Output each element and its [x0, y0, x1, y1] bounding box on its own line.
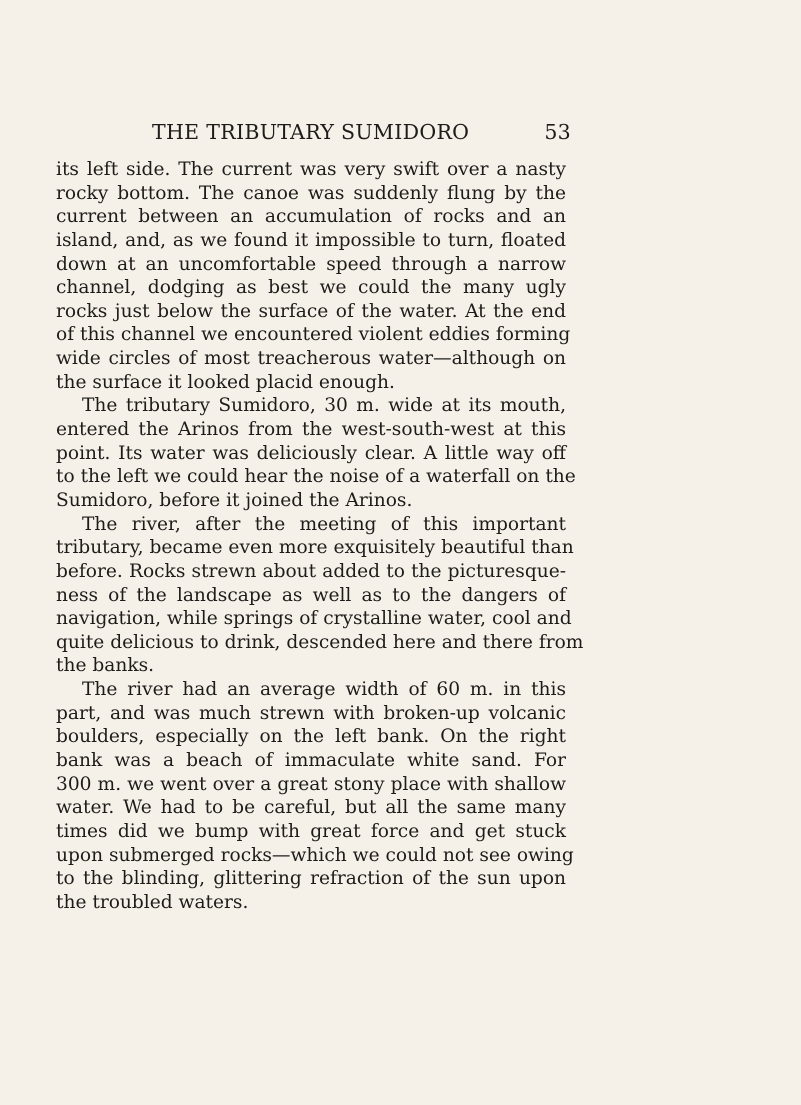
text-line: of this channel we encountered violent eddies forming: [56, 324, 571, 346]
paragraph-end-line: the banks.: [56, 655, 155, 677]
text-line: water. We had to be careful, but all the same many: [56, 797, 566, 819]
body-text: [56, 158, 584, 915]
text-line: times did we bump with great force and get stuck: [56, 820, 566, 842]
text-line: boulders, especially on the left bank. On the right: [56, 726, 566, 748]
text-line: bank was a beach of immaculate white sand. For: [56, 750, 566, 772]
text-line: part, and was much strewn with broken-up volcanic: [56, 702, 566, 724]
text-line: down at an uncomfortable speed through a narrow: [56, 253, 566, 275]
paragraph-start-line: The river had an average width of 60 m. in this: [82, 679, 566, 701]
running-head: [152, 119, 571, 145]
text-line: navigation, while springs of crystalline water, cool and: [56, 608, 572, 630]
text-line: entered the Arinos from the west-south-west at this: [56, 419, 566, 441]
text-line: its left side. The current was very swift over a nasty: [56, 159, 566, 180]
text-line: 300 m. we went over a great stony place with shallow: [56, 773, 566, 795]
running-head-title: THE TRIBUTARY SUMIDORO: [152, 120, 470, 144]
text-line: current between an accumulation of rocks and an: [56, 206, 566, 228]
text-line: quite delicious to drink, descended here and there from: [56, 631, 584, 653]
text-line: ness of the landscape as well as to the dangers of: [56, 584, 566, 606]
paragraph-start-line: The river, after the meeting of this important: [82, 513, 566, 535]
text-line: upon submerged rocks—which we could not see owing: [56, 844, 574, 866]
paragraph-start-line: The tributary Sumidoro, 30 m. wide at its mouth,: [82, 395, 566, 417]
text-line: island, and, as we found it impossible to turn, floated: [56, 229, 566, 251]
text-line: wide circles of most treacherous water—although on: [56, 348, 566, 370]
text-line: channel, dodging as best we could the many ugly: [56, 277, 566, 299]
text-line: before. Rocks strewn about added to the picturesque-: [56, 560, 566, 582]
paragraph-end-line: Sumidoro, before it joined the Arinos.: [56, 489, 413, 511]
text-line: tributary, became even more exquisitely beautiful than: [56, 537, 574, 559]
paragraph-end-line: the troubled waters.: [56, 891, 249, 913]
text-line: to the blinding, glittering refraction of the sun upon: [56, 868, 566, 890]
text-line: rocks just below the surface of the water. At the end: [56, 300, 566, 322]
paragraph-end-line: the surface it looked placid enough.: [56, 371, 395, 393]
page-number: 53: [544, 120, 571, 144]
text-line: rocky bottom. The canoe was suddenly flung by the: [56, 182, 566, 204]
text-line: point. Its water was deliciously clear. A little way off: [56, 442, 566, 464]
text-line: to the left we could hear the noise of a waterfall on the: [56, 466, 576, 488]
